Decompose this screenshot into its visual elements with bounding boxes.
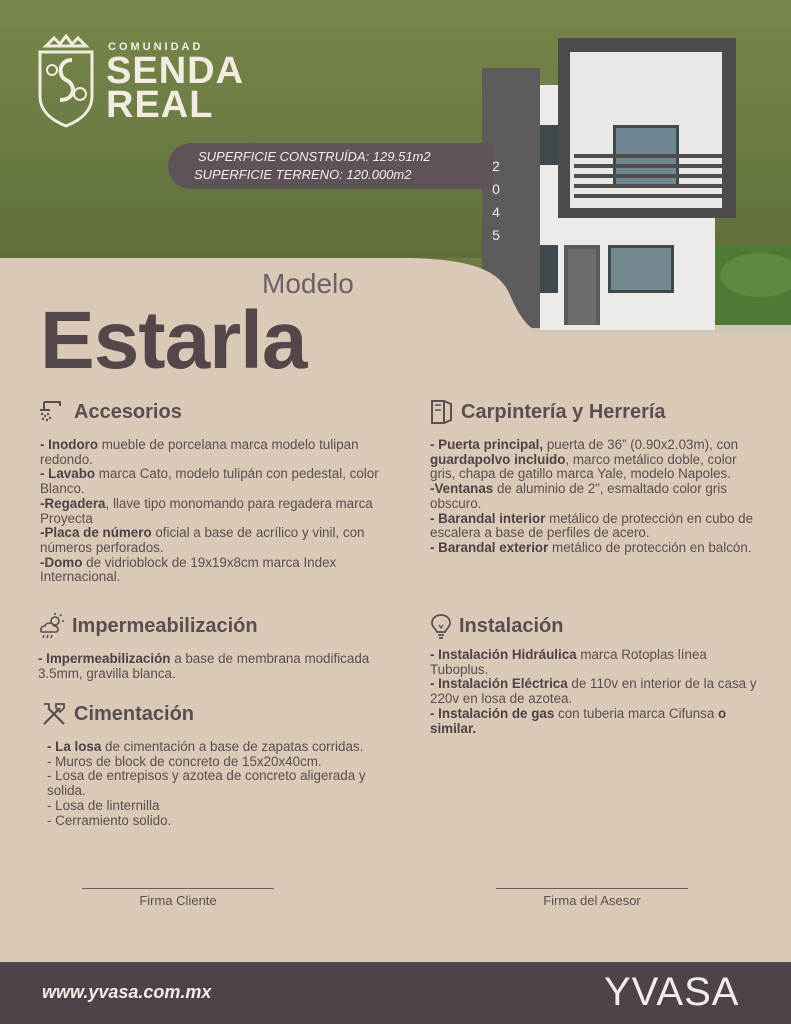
impermeabilizacion-body <box>38 652 378 681</box>
signature-asesor <box>496 888 688 908</box>
carpinteria-body <box>430 438 760 556</box>
footer-website-link[interactable]: www.yvasa.com.mx <box>42 982 212 1002</box>
cimentacion-heading <box>40 700 194 728</box>
list-item: - Muros de block de concreto de 15x20x40cm. <box>47 753 322 769</box>
list-item: -Placa de número oficial a base de acrílico y vinil, con números perforados. <box>40 525 365 555</box>
cimentacion-title: Cimentación <box>74 702 195 725</box>
carpinteria-heading <box>429 398 666 426</box>
modelo-name: Estarla <box>40 295 307 386</box>
list-item: -Ventanas de aluminio de 2”, esmaltado color gris obscuro. <box>430 481 727 511</box>
footer-brand-logo: YVASA <box>604 970 740 1014</box>
instalacion-title: Instalación <box>459 614 564 637</box>
house-number <box>488 155 504 247</box>
list-item: -Domo de vidrioblock de 19x19x8cm marca Index Internacional. <box>40 554 337 585</box>
list-item: - Puerta principal, puerta de 36” (0.90x2.03m), con guardapolvo incluido, marco metálico doble, color gris, chapa de gatillo marca Yale, modelo Napoles. <box>430 437 739 482</box>
list-item: - Losa de linternilla <box>47 797 160 813</box>
signature-asesor-label: Firma del Asesor <box>543 893 641 908</box>
list-item: - Instalación Hidráulica marca Rotoplas línea Tuboplus. <box>430 647 707 677</box>
list-item: - Inodoro mueble de porcelana marca modelo tulipan redondo. <box>40 437 359 467</box>
list-item: - La losa de cimentación a base de zapatas corridas. <box>47 739 364 754</box>
impermeabilizacion-title: Impermeabilización <box>72 614 258 637</box>
impermeabilizacion-heading <box>38 612 258 640</box>
list-item: - Barandal exterior metálico de protección en balcón. <box>430 539 752 555</box>
shower-icon <box>40 398 68 426</box>
modelo-label: Modelo <box>262 268 354 299</box>
lightbulb-icon <box>429 612 453 640</box>
accesorios-title: Accesorios <box>74 400 182 423</box>
list-item: - Barandal interior metálico de protección en cubo de escalera a base de perfiles de acero. <box>430 510 754 541</box>
weather-icon <box>38 612 66 640</box>
list-item: - Losa de entrepisos y azotea de concreto aligerada y solida. <box>47 768 366 799</box>
house-number-digit: 2 <box>492 158 500 174</box>
signature-line <box>82 888 274 889</box>
logo-comunidad-text: COMUNIDAD <box>108 41 204 53</box>
list-item: - Impermeabilización a base de membrana modificada 3.5mm, gravilla blanca. <box>38 651 370 681</box>
list-item: -Regadera, llave tipo monomando para regadera marca Proyecta <box>40 495 373 526</box>
list-item: - Lavabo marca Cato, modelo tulipán con pedestal, color Blanco. <box>40 466 379 497</box>
instalacion-body <box>430 648 760 736</box>
superficie-terreno: SUPERFICIE TERRENO: 120.000m2 <box>194 167 412 182</box>
signature-cliente <box>82 888 274 908</box>
list-item: - Cerramiento solido. <box>47 812 172 828</box>
list-item: - Instalación Eléctrica de 110v en interior de la casa y 220v en losa de azotea. <box>430 676 757 707</box>
footer-bar <box>0 962 791 1024</box>
logo-senda-text: SENDA <box>106 50 245 92</box>
logo-real-text: REAL <box>106 84 214 126</box>
list-item: - Instalación de gas con tuberia marca Cifunsa o similar. <box>430 705 727 736</box>
house-number-digit: 5 <box>492 227 500 243</box>
house-number-digit: 0 <box>492 181 500 197</box>
carpinteria-title: Carpintería y Herrería <box>461 400 666 423</box>
door-icon <box>429 398 455 426</box>
superficie-construida: SUPERFICIE CONSTRUÍDA: 129.51m2 <box>198 149 431 164</box>
tools-icon <box>40 700 68 728</box>
house-number-digit: 4 <box>492 204 500 220</box>
accesorios-body <box>40 438 380 585</box>
signature-line <box>496 888 688 889</box>
accesorios-heading <box>40 398 182 426</box>
hero-banner <box>0 0 791 340</box>
cimentacion-body <box>47 740 377 828</box>
instalacion-heading <box>429 612 563 640</box>
signature-cliente-label: Firma Cliente <box>139 893 217 908</box>
